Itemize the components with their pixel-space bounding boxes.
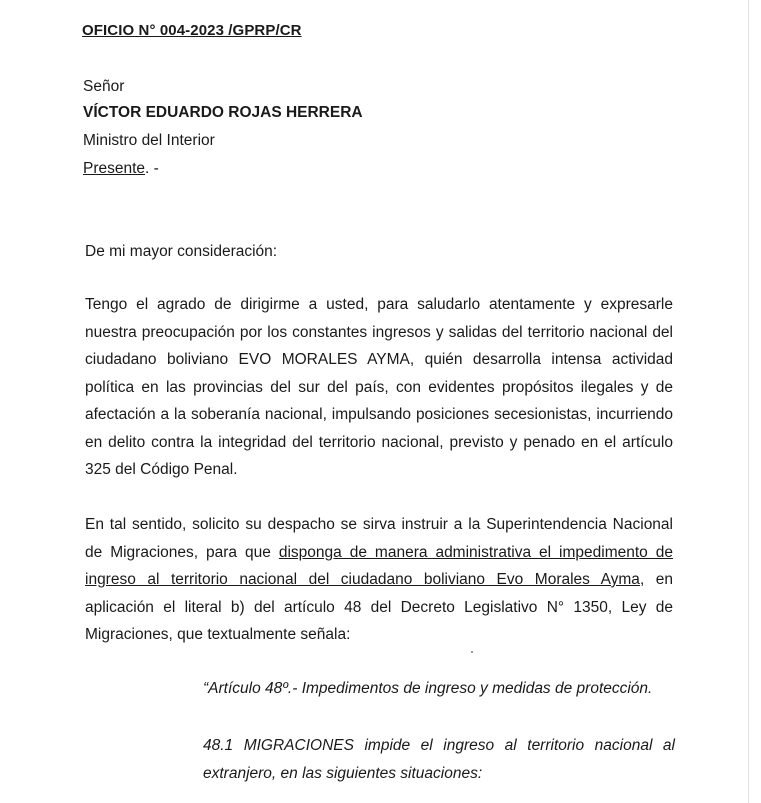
quote-item-48-1: 48.1 MIGRACIONES impide el ingreso al territorio nacional al extranjero, en las siguientes situaciones: (203, 737, 675, 782)
presente-word: Presente (83, 160, 146, 177)
page-edge-line (748, 0, 749, 803)
document-reference: OFICIO N° 004-2023 /GPRP/CR (82, 22, 302, 39)
paragraph-2-end: , en aplicación el literal b) del artículo 48 del Decreto Legislativo N° 1350, Ley de Migraciones, que textualmente señala: (85, 571, 674, 643)
greeting: De mi mayor consideración: (85, 243, 278, 260)
body-paragraph-2 (85, 511, 673, 649)
addressee-title: Ministro del Interior (83, 132, 215, 149)
addressee-name: VÍCTOR EDUARDO ROJAS HERRERA (83, 104, 363, 121)
salutation: Señor (83, 78, 125, 95)
scan-speck (471, 651, 473, 653)
paragraph-2-underlined: disponga de manera administrativa el impedimento de ingreso al territorio nacional del ciudadano boliviano Evo Morales Ayma (85, 543, 673, 588)
body-paragraph-1: Tengo el agrado de dirigirme a usted, para saludarlo atentamente y expresarle nuestra preocupación por los constantes ingresos y salidas del territorio nacional del ciudadano boliviano EVO MORALES AYMA, quién desarrolla intensa actividad política en las provincias del sur del país, con evidentes propósitos ilegales y de afectación a la soberanía nacional, impulsando posiciones secesionistas, incurriendo en delito contra la integridad del territorio nacional, previsto y penado en el artículo 325 del Código Penal. (85, 296, 673, 478)
presente-suffix: . - (145, 160, 159, 177)
paragraph-2-start: En tal sentido, solicito su despacho se sirva instruir a la Superintendencia Nacional de Migraciones, para que (85, 516, 673, 561)
quote-heading: “Artículo 48º.- Impedimentos de ingreso y medidas de protección. (203, 680, 653, 697)
presente-line (83, 160, 159, 178)
